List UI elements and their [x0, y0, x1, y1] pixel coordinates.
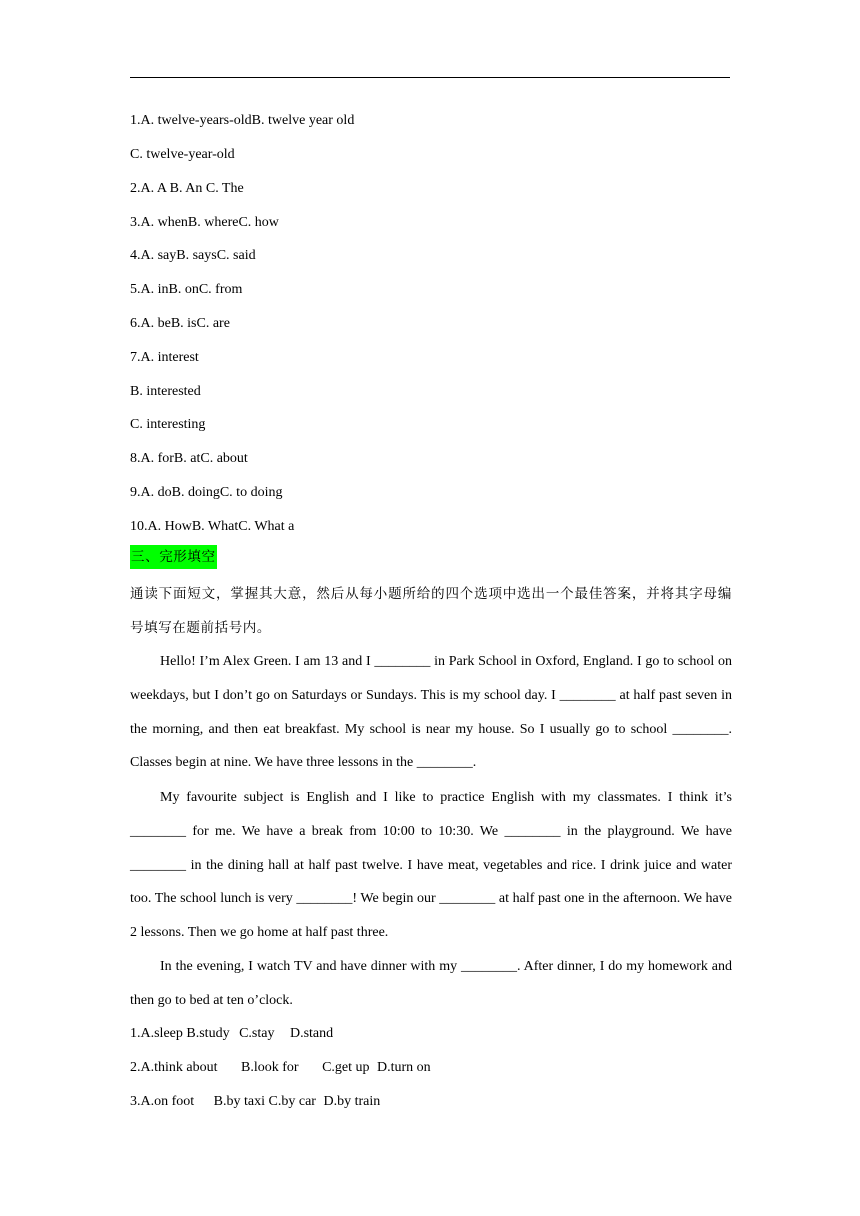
option-line: 1.A. twelve-years-oldB. twelve year old: [130, 113, 355, 128]
option-c: C.by car: [268, 1094, 316, 1109]
option-a: A.think about: [140, 1060, 218, 1075]
option-line: C. twelve-year-old: [130, 147, 235, 162]
option-c: C.stay: [239, 1026, 275, 1041]
passage-paragraph-2: My favourite subject is English and I like to practice English with my classmates. I think it’s ________ for me. We have a break from 10:00 to 10:30. We ________ in the playground. We have ________ in the dining hall at half past twelve. I have meat, vegetables and rice. I drink juice and water too. The school lunch is very ________! We begin our ________ at half past one in the afternoon. We have 2 lessons. Then we go home at half past three.: [130, 790, 732, 941]
question-number: 2.: [130, 1060, 141, 1075]
option-b: B.study: [186, 1026, 230, 1041]
option-d: D.turn on: [377, 1060, 431, 1075]
option-line: B. interested: [130, 384, 201, 399]
option-c: C.get up: [322, 1060, 370, 1075]
option-d: D.stand: [289, 1026, 334, 1041]
instructions: 通读下面短文，掌握其大意，然后从每小题所给的四个选项中选出一个最佳答案，并将其字母编号填写在题前括号内。: [130, 586, 732, 636]
question-number: 1.: [130, 1026, 141, 1041]
option-b: B.by taxi: [213, 1094, 266, 1109]
section-heading: 三、完形填空: [130, 545, 217, 569]
option-b: B.look for: [241, 1060, 299, 1075]
header-rule: [130, 77, 730, 78]
option-a: A.on foot: [140, 1094, 195, 1109]
option-line: 4.A. sayB. saysC. said: [130, 248, 256, 263]
option-line: 10.A. HowB. WhatC. What a: [130, 519, 295, 534]
option-line: 3.A. whenB. whereC. how: [130, 215, 279, 230]
option-line: C. interesting: [130, 417, 206, 432]
question-number: 3.: [130, 1094, 141, 1109]
question-3: [130, 1092, 380, 1112]
option-line: 8.A. forB. atC. about: [130, 451, 248, 466]
option-line: 7.A. interest: [130, 350, 199, 365]
option-line: 6.A. beB. isC. are: [130, 316, 230, 331]
option-line: 5.A. inB. onC. from: [130, 282, 243, 297]
question-1: [130, 1024, 333, 1044]
option-line: 2.A. A B. An C. The: [130, 181, 244, 196]
option-d: D.by train: [323, 1094, 381, 1109]
option-line: 9.A. doB. doingC. to doing: [130, 485, 283, 500]
question-2: [130, 1058, 431, 1078]
option-a: A.sleep: [140, 1026, 183, 1041]
passage-paragraph-1: Hello! I’m Alex Green. I am 13 and I ________ in Park School in Oxford, England. I go to school on weekdays, but I don’t go on Saturdays or Sundays. This is my school day. I ________ at half past seven in the morning, and then eat breakfast. My school is near my house. So I usually go to school ________. Classes begin at nine. We have three lessons in the ________.: [130, 654, 732, 771]
passage-paragraph-3: In the evening, I watch TV and have dinner with my ________. After dinner, I do my homework and then go to bed at ten o’clock.: [130, 959, 732, 1008]
